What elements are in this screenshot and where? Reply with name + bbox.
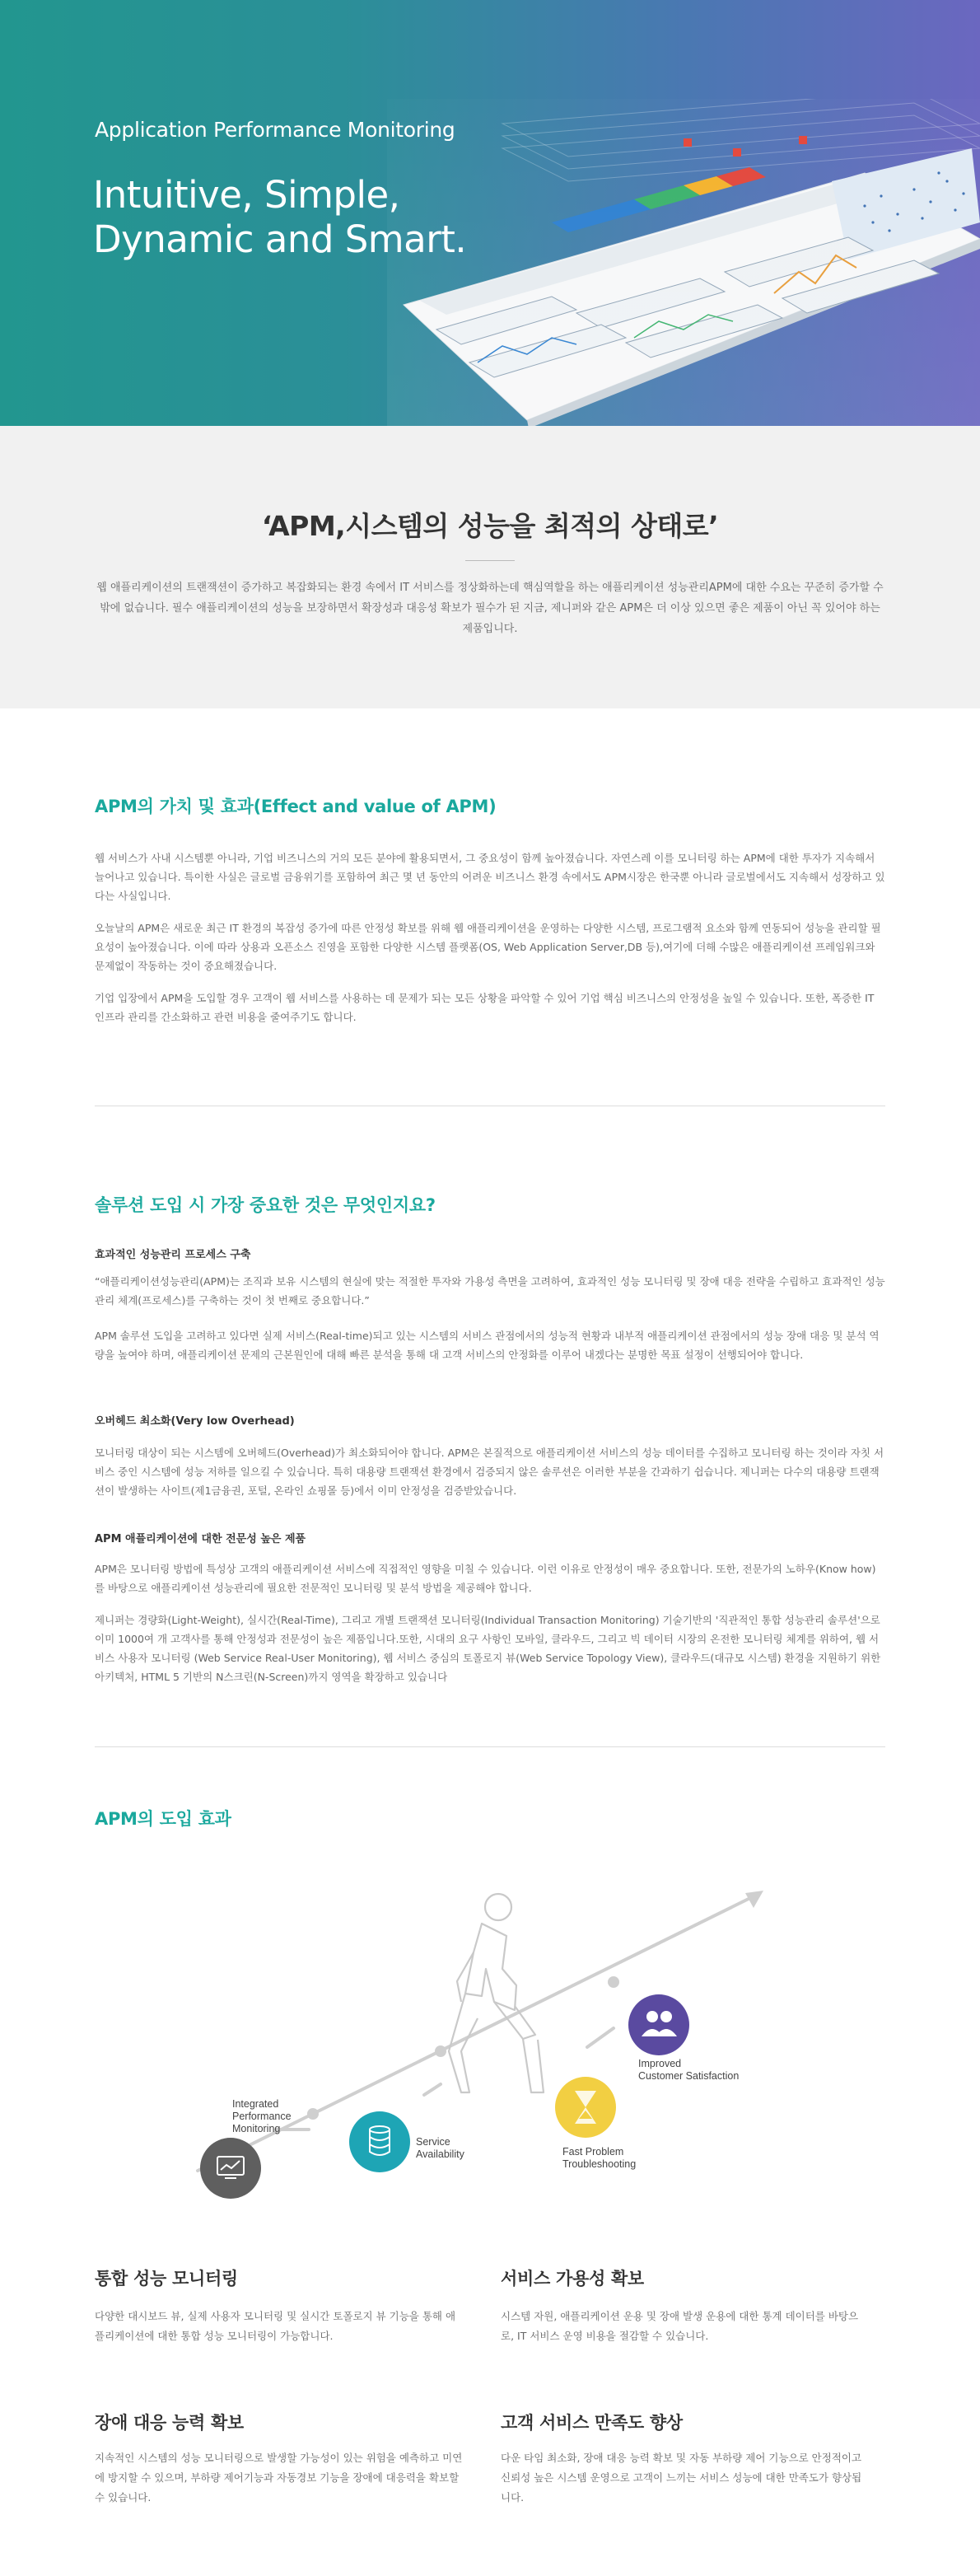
hero-banner [0, 0, 980, 426]
section-divider [95, 1746, 885, 1747]
card-text-monitoring: 다양한 대시보드 뷰, 실제 사용자 모니터링 및 실시간 토폴로지 뷰 기능을 통해 애플리케이션에 대한 통합 성능 모니터링이 가능합니다. [95, 2310, 456, 2342]
card-title-satisfaction: 고객 서비스 만족도 향상 [501, 2413, 683, 2433]
step-monitoring [200, 2138, 261, 2199]
solution-overhead-text: 모니터링 대상이 되는 시스템에 오버헤드(Overhead)가 최소화되어야 합니다. APM은 본질적으로 애플리케이션 서비스의 성능 데이터를 수집하고 모니터링 하는 것이라 자칫 서비스 중인 시스템에 성능 저하를 일으킬 수 있습니다. 특히 대용량 트랜잭션 환경에서 검증되지 않은 솔루션은 이러한 부분을 간과하기 쉽습니다. 제니퍼는 다수의 대용량 트랜잭션이 발생하는 사이트(제1금융권, 포털, 온라인 쇼핑몰 등)에서 이미 안정성을 검증받았습니다. [95, 1447, 884, 1497]
hero-subtitle: Application Performance Monitoring [95, 118, 455, 142]
intro-section [0, 426, 980, 708]
intro-text: 웹 애플리케이션의 트랜잭션이 증가하고 복잡화되는 환경 속에서 IT 서비스를 정상화하는데 핵심역할을 하는 애플리케이션 성능관리APM에 대한 수요는 꾸준히 증가할 수밖에 없습니다. 필수 애플리케이션의 성능을 보장하면서 확장성과 대응성 확보가 필수가 된 지금, 제니퍼와 같은 APM은 더 이상 있으면 좋은 제품이 아닌 꼭 있어야 하는 제품입니다. [96, 582, 884, 635]
intro-divider [465, 560, 515, 561]
svg-text:Fast Problem Troubleshooti: Fast Problem Troubleshooting [562, 2146, 637, 2170]
apm-effect-diagram [95, 1845, 885, 2224]
solution-section-title: 솔루션 도입 시 가장 중요한 것은 무엇인지요? [95, 1195, 436, 1215]
solution-subheading-expertise: APM 애플리케이션에 대한 전문성 높은 제품 [95, 1533, 306, 1545]
step-label: Integrated [232, 2098, 279, 2110]
card-title-monitoring: 통합 성능 모니터링 [95, 2269, 238, 2288]
step-satisfaction [628, 1994, 689, 2055]
card-title-availability: 서비스 가용성 확보 [501, 2269, 644, 2288]
card-text-incident: 지속적인 시스템의 성능 모니터링으로 발생할 가능성이 있는 위험을 예측하고 미연에 방지할 수 있으며, 부하량 제어기능과 자동경보 기능을 장애에 대응력을 확보할 수 있습니다. [95, 2452, 463, 2504]
solution-expertise-text-2: 제니퍼는 경량화(Light-Weight), 실시간(Real-Time), 그리고 개별 트랜잭션 모니터링(Individual Transaction Monitoring) 기술기반의 '직관적인 통합 성능관리 솔루션'으로 이미 1000여 개 고객사를 통해 안정성과 전문성이 높은 제품입니다.또한, 시대의 요구 사항인 모바일, 클라우드, 그리고 빅 데이터 시장의 온전한 모니터링 체계를 위하여, 웹 서비스 사용자 모니터링 (Web Service Real-User Monitoring), 웹 서비스 중심의 토폴로지 뷰(Web Service Topology View), 클라우드(대규모 시스템) 환경을 지원하기 위한 아키텍처, HTML 5 기반의 N스크린(N-Screen)까지 영역을 확장하고 있습니다 [95, 1614, 881, 1683]
svg-text:Improved Customer Satisfac: Improved Customer Satisfaction [638, 2058, 740, 2082]
solution-expertise-text-1: APM은 모니터링 방법에 특성상 고객의 애플리케이션 서비스에 직접적인 영향을 미칠 수 있습니다. 이런 이유로 안정성이 매우 중요합니다. 또한, 전문가의 노하우(Know how)를 바탕으로 애플리케이션 성능관리에 필요한 전문적인 모니터링 및 분석 방법을 제공해야 합니다. [95, 1563, 876, 1594]
card-text-availability: 시스템 자원, 애플리케이션 운용 및 장애 발생 운용에 대한 통계 데이터를 바탕으로, IT 서비스 운영 비용을 절감할 수 있습니다. [501, 2310, 859, 2342]
value-paragraph-1: 웹 서비스가 사내 시스템뿐 아니라, 기업 비즈니스의 거의 모든 분야에 활용되면서, 그 중요성이 함께 높아졌습니다. 자연스레 이를 모니터링 하는 APM에 대한 투자가 지속해서 늘어나고 있습니다. 특이한 사실은 글로벌 금융위기를 포함하여 최근 몇 년 동안의 어려운 비즈니스 환경 속에서도 APM시장은 한국뿐 아니라 글로벌에서도 지속해서 성장하고 있다는 사실입니다. [95, 852, 885, 902]
effect-section-title: APM의 도입 효과 [95, 1809, 231, 1829]
card-title-incident: 장애 대응 능력 확보 [95, 2413, 244, 2433]
solution-subheading-overhead: 오버헤드 최소화(Very low Overhead) [95, 1415, 295, 1428]
step-service-availability [349, 2111, 410, 2172]
solution-process-text: APM 솔루션 도입을 고려하고 있다면 실제 서비스(Real-time)되고 있는 시스템의 서비스 관점에서의 성능적 현황과 내부적 애플리케이션 관점에서의 성능 장애 대응 및 분석 역량을 높여야 하며, 애플리케이션 문제의 근본원인에 대해 빠른 분석을 통해 대 고객 서비스의 안정화를 이루어 내겠다는 분명한 목표 설정이 선행되어야 합니다. [95, 1330, 880, 1361]
dashboard-screens-illustration [387, 99, 980, 426]
step-troubleshooting [555, 2077, 616, 2138]
card-text-satisfaction: 다운 타임 최소화, 장애 대응 능력 확보 및 자동 부하량 제어 기능으로 안정적이고 신뢰성 높은 시스템 운영으로 고객이 느끼는 서비스 성능에 대한 만족도가 향상됩니다. [501, 2452, 862, 2504]
intro-title: ‘APM,시스템의 성능을 최적의 상태로’ [261, 510, 719, 542]
solution-subheading-process: 효과적인 성능관리 프로세스 구축 [95, 1249, 251, 1261]
hero-title: Intuitive, Simple, Dynamic and Smart. [93, 173, 467, 261]
value-paragraph-2: 오늘날의 APM은 새로운 최근 IT 환경의 복잡성 증가에 따른 안정성 확보를 위해 웹 애플리케이션을 운영하는 다양한 시스템, 프로그램적 요소와 함께 연동되어 성능을 관리할 필요성이 높아졌습니다. 이에 따라 상용과 오픈소스 진영을 포함한 다양한 시스템 플랫폼(OS, Web Application Server,DB 등),여기에 더해 수많은 애플리케이션 프레임워크와 문제없이 작동하는 것이 중요해졌습니다. [95, 922, 881, 972]
svg-text:Service Availability: Service Availability [416, 2136, 464, 2160]
value-paragraph-3: 기업 입장에서 APM을 도입할 경우 고객이 웹 서비스를 사용하는 데 문제가 되는 모든 상황을 파악할 수 있어 기업 핵심 비즈니스의 안정성을 높일 수 있습니다. 또한, 폭증한 IT 인프라 관리를 간소화하고 관련 비용을 줄여주기도 합니다. [95, 992, 875, 1023]
svg-text:Integrated Performance: Integrated Performance Monitoring [232, 2098, 292, 2134]
value-section-title: APM의 가치 및 효과(Effect and value of APM) [95, 797, 497, 816]
solution-process-quote: “애플리케이션성능관리(APM)는 조직과 보유 시스템의 현실에 맞는 적절한 투자와 가용성 측면을 고려하여, 효과적인 성능 모니터링 및 장애 대응 전략을 수립하고 효과적인 성능관리 체계(프로세스)를 구축하는 것이 첫 번째로 중요합니다.” [95, 1275, 885, 1307]
